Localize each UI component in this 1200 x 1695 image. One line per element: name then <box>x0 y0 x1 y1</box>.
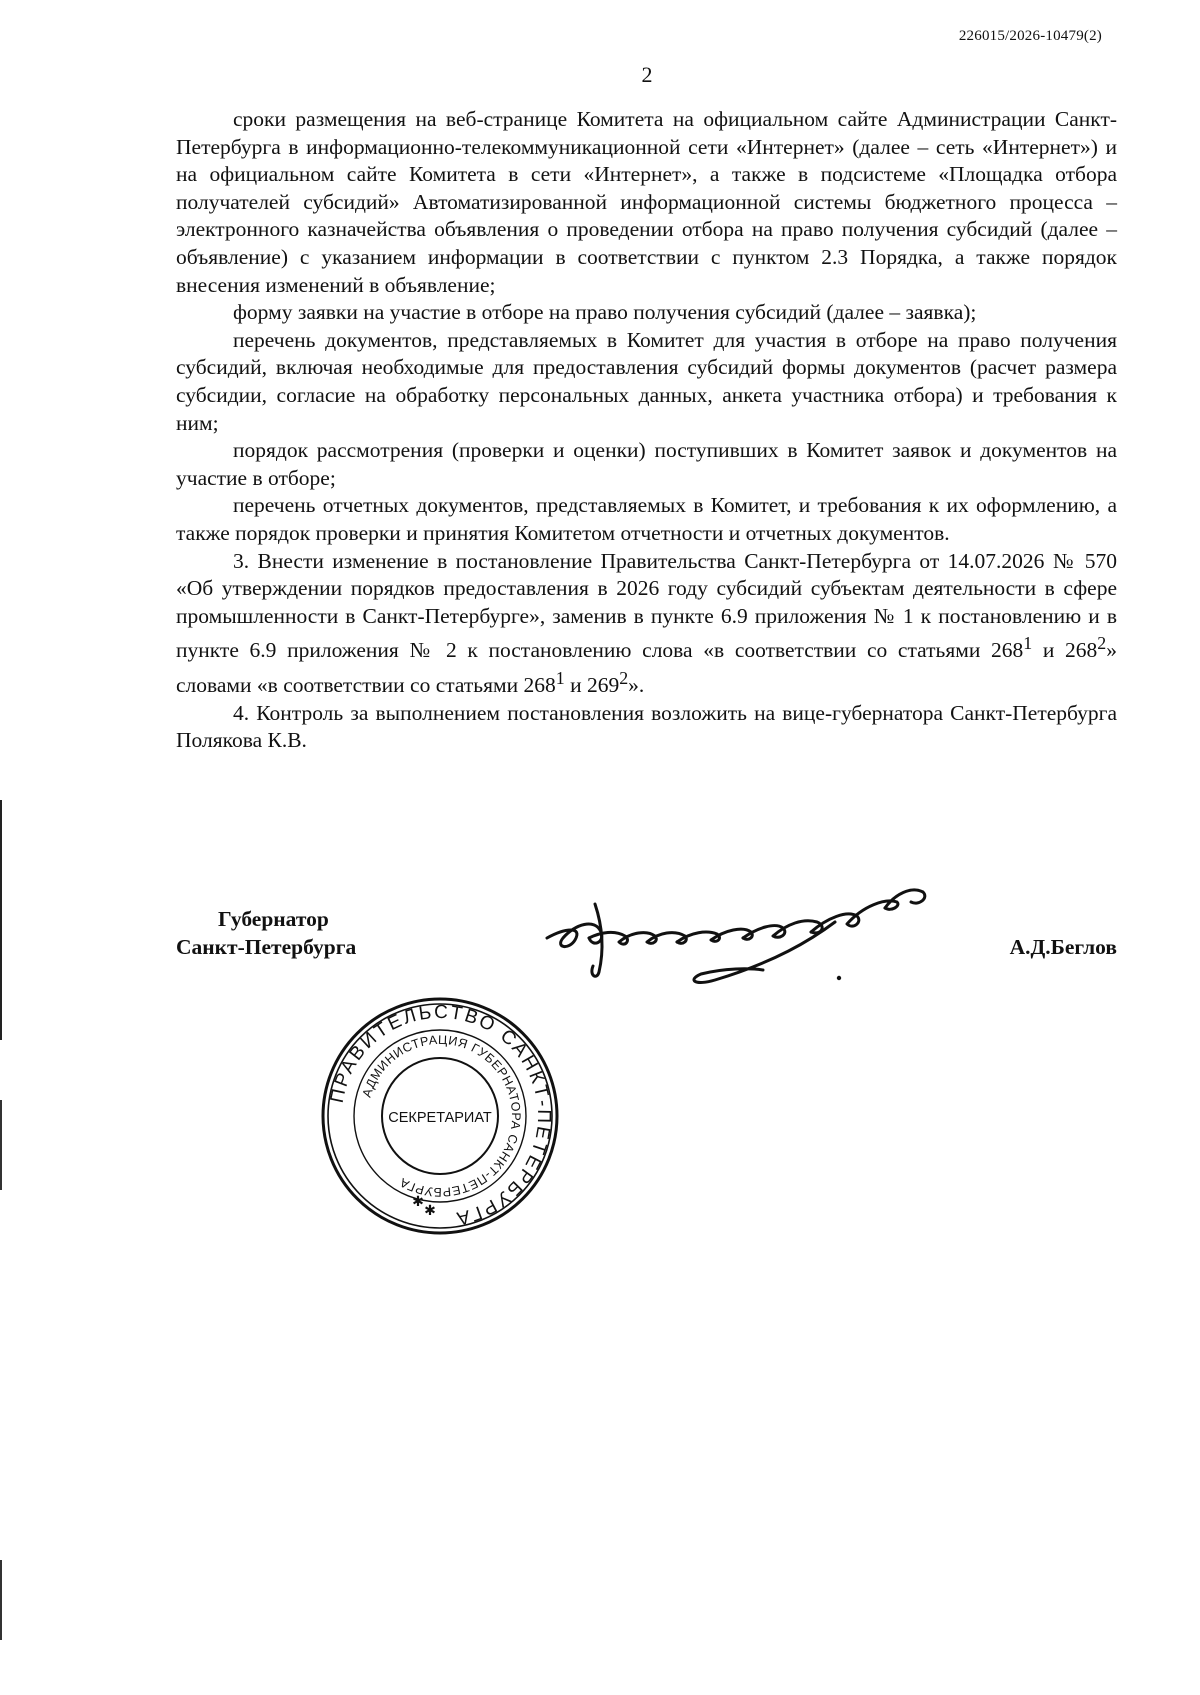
superscript: 1 <box>555 668 565 689</box>
paragraph: перечень отчетных документов, представляемых в Комитет, и требования к их оформлению, а также порядок проверки и принятия Комитетом отчетности и отчетных документов. <box>176 493 1117 545</box>
seal-star-icon: ✱ <box>412 1194 424 1210</box>
registration-number: 226015/2026-10479(2) <box>958 28 1102 44</box>
signatory-name: А.Д.Беглов <box>1009 935 1117 959</box>
paragraph-item-3 <box>176 548 1117 700</box>
superscript: 1 <box>1023 633 1033 654</box>
seal-outer-ring-text: ПРАВИТЕЛЬСТВО САНКТ-ПЕТЕРБУРГА <box>326 1001 555 1230</box>
superscript: 2 <box>1097 633 1107 654</box>
handwritten-signature <box>535 876 945 996</box>
seal-star-icon: ✱ <box>424 1203 436 1219</box>
signatory-title: Губернатор <box>218 907 329 931</box>
paragraph: порядок рассмотрения (проверки и оценки) поступивших в Комитет заявок и документов на участие в отборе; <box>176 438 1117 490</box>
paragraph: перечень документов, представляемых в Комитет для участия в отборе на право получения субсидий, включая необходимые для предоставления субсидий формы документов (расчет размера субсидии, согласие на обработку персональных данных, анкета участника отбора) и требования к ним; <box>176 327 1117 435</box>
seal-inner-ring-text: АДМИНИСТРАЦИЯ ГУБЕРНАТОРА САНКТ-ПЕТЕРБУРГА <box>359 1032 524 1200</box>
paragraph: форму заявки на участие в отборе на право получения субсидий (далее – заявка); <box>233 300 977 325</box>
official-seal <box>320 996 560 1236</box>
paragraph-item-4: 4. Контроль за выполнением постановления возложить на вице-губернатора Санкт-Петербурга Полякова К.В. <box>176 700 1117 753</box>
item3-text: и 269 <box>564 673 620 698</box>
document-body <box>176 106 1117 755</box>
scan-edge <box>0 0 3 1690</box>
item3-text: и 268 <box>1032 638 1098 663</box>
signatory-title-city: Санкт-Петербурга <box>176 935 357 959</box>
item3-text: » словами «в соответствии со статьями 268 <box>176 638 1117 698</box>
item3-text: ». <box>628 673 645 698</box>
seal-center-text: СЕКРЕТАРИАТ <box>388 1110 492 1126</box>
superscript: 2 <box>619 668 629 689</box>
page-number: 2 <box>641 62 653 87</box>
paragraph: сроки размещения на веб-странице Комитета на официальном сайте Администрации Санкт-Петербурга в информационно-телекоммуникационной сети «Интернет» (далее – сеть «Интернет») и на официальном сайте Комитета в сети «Интернет», а также в подсистеме «Площадка отбора получателей субсидий» Автоматизированной информационной системы бюджетного процесса – электронного казначейства объявления о проведении отбора на право получения субсидий (далее – объявление) с указанием информации в соответствии с пунктом 2.3 Порядка, а также порядок внесения изменений в объявление; <box>176 107 1117 297</box>
item3-text: 3. Внести изменение в постановление Правительства Санкт-Петербурга от 14.07.2026 № 570 «Об утверждении порядков предоставления в 2026 году субсидий субъектам деятельности в сфере промышленности в Санкт-Петербурге», заменив в пункте 6.9 приложения № 1 к постановлению и в пункте 6.9 приложения № 2 к постановлению слова «в соответствии со статьями 268 <box>176 548 1117 663</box>
